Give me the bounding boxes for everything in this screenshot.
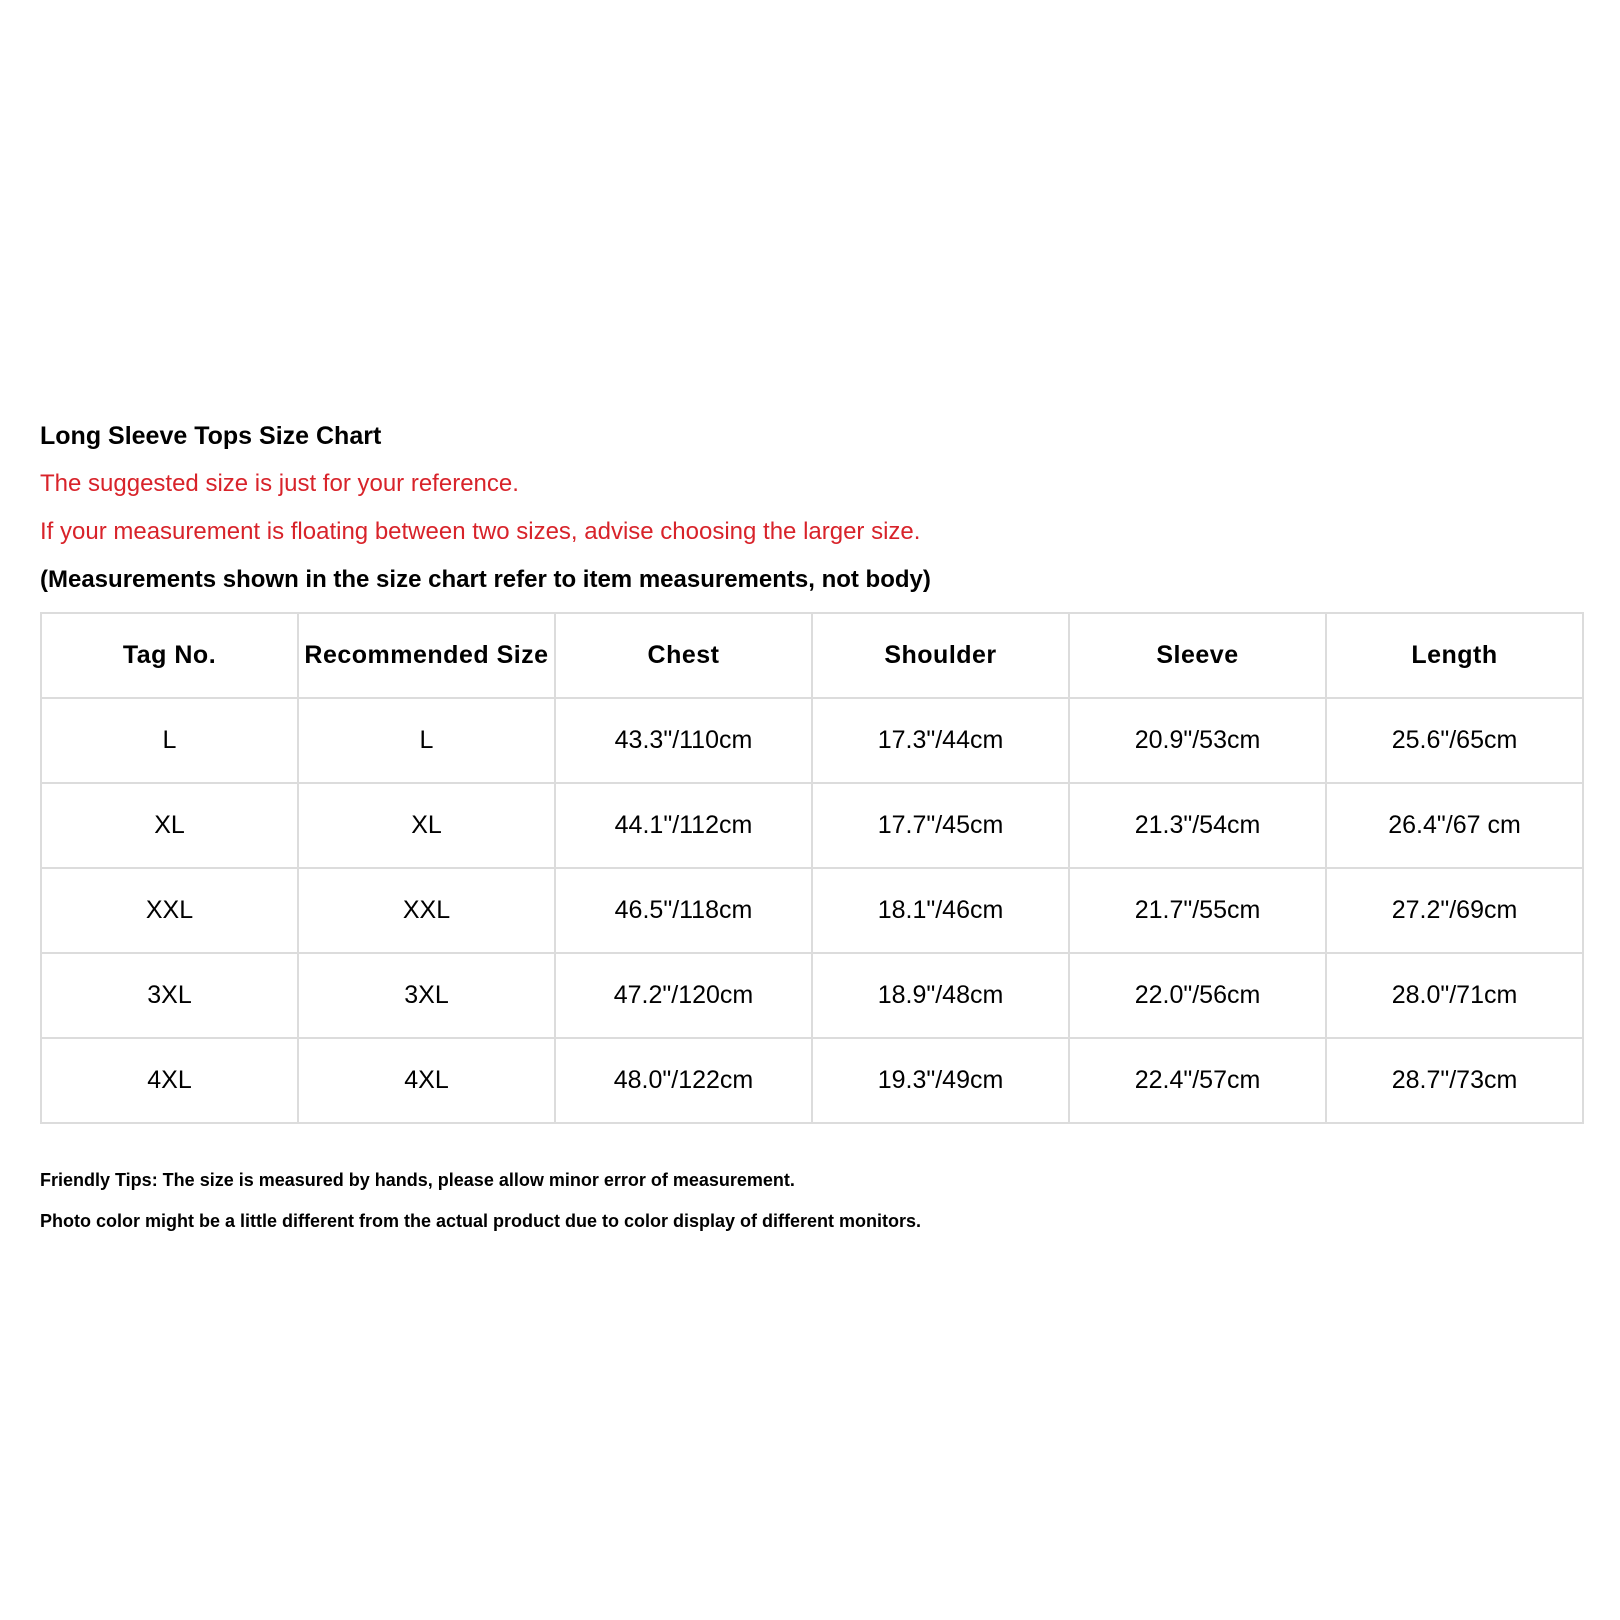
table-row [41,953,1583,1038]
cell-recommended-size: XL [298,783,555,868]
cell-shoulder: 19.3"/49cm [812,1038,1069,1123]
cell-chest: 44.1"/112cm [555,783,812,868]
friendly-tips [40,1160,921,1242]
cell-tag-no: XXL [41,868,298,953]
header-chest: Chest [555,613,812,698]
cell-length: 27.2"/69cm [1326,868,1583,953]
cell-chest: 46.5"/118cm [555,868,812,953]
cell-sleeve: 20.9"/53cm [1069,698,1326,783]
cell-shoulder: 17.7"/45cm [812,783,1069,868]
cell-chest: 47.2"/120cm [555,953,812,1038]
cell-shoulder: 17.3"/44cm [812,698,1069,783]
measurements-note: (Measurements shown in the size chart refer to item measurements, not body) [40,566,931,593]
cell-tag-no: L [41,698,298,783]
cell-length: 28.7"/73cm [1326,1038,1583,1123]
header-recommended-size: Recommended Size [298,613,555,698]
header-shoulder: Shoulder [812,613,1069,698]
tips-color-note: Photo color might be a little different from the actual product due to color display of different monitors. [40,1211,922,1231]
cell-recommended-size: 3XL [298,953,555,1038]
header-length: Length [1326,613,1583,698]
tips-measurement-note: Friendly Tips: The size is measured by hands, please allow minor error of measurement. [40,1170,795,1190]
cell-length: 28.0"/71cm [1326,953,1583,1038]
page-title: Long Sleeve Tops Size Chart [40,422,382,450]
cell-recommended-size: L [298,698,555,783]
cell-shoulder: 18.1"/46cm [812,868,1069,953]
cell-recommended-size: XXL [298,868,555,953]
floating-size-note: If your measurement is floating between two sizes, advise choosing the larger size. [40,518,921,545]
cell-sleeve: 22.0"/56cm [1069,953,1326,1038]
size-table [40,612,1584,1124]
cell-tag-no: 3XL [41,953,298,1038]
table-row [41,783,1583,868]
cell-sleeve: 22.4"/57cm [1069,1038,1326,1123]
header-tag-no: Tag No. [41,613,298,698]
table-header-row [41,613,1583,698]
cell-chest: 48.0"/122cm [555,1038,812,1123]
cell-length: 26.4"/67 cm [1326,783,1583,868]
cell-chest: 43.3"/110cm [555,698,812,783]
size-chart-header [40,412,1590,604]
cell-sleeve: 21.3"/54cm [1069,783,1326,868]
cell-length: 25.6"/65cm [1326,698,1583,783]
cell-sleeve: 21.7"/55cm [1069,868,1326,953]
reference-note: The suggested size is just for your reference. [40,470,519,497]
table-row [41,868,1583,953]
cell-recommended-size: 4XL [298,1038,555,1123]
size-table-head [41,613,1583,698]
cell-shoulder: 18.9"/48cm [812,953,1069,1038]
cell-tag-no: XL [41,783,298,868]
table-row [41,1038,1583,1123]
cell-tag-no: 4XL [41,1038,298,1123]
size-table-body [41,698,1583,1123]
table-row [41,698,1583,783]
header-sleeve: Sleeve [1069,613,1326,698]
